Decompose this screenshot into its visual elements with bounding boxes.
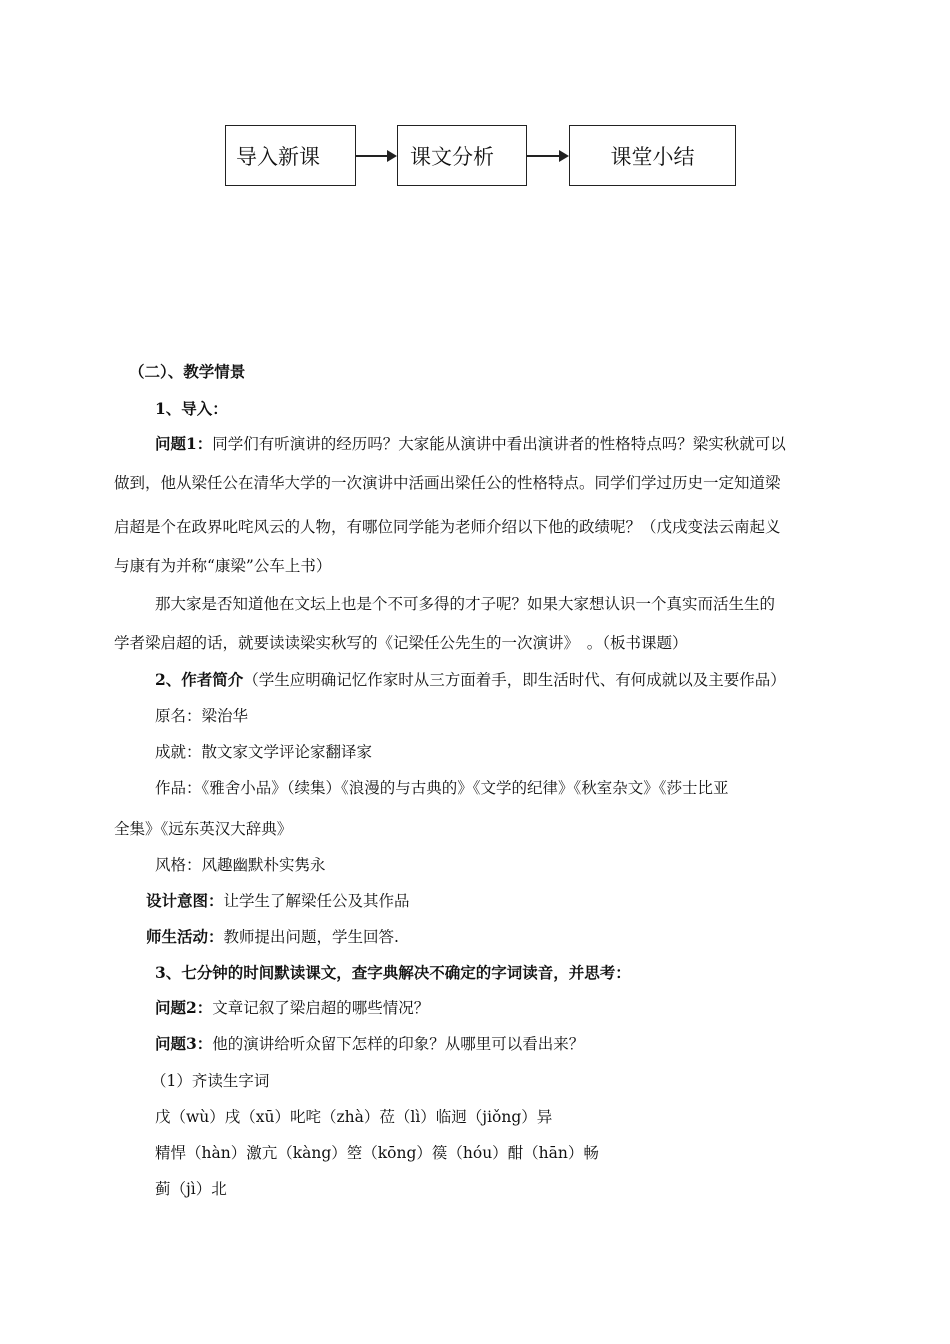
- achievement: 成就：散文家文学评论家翻译家: [155, 743, 373, 761]
- q1-line3: 启超是个在政界叱咤风云的人物，有哪位同学能为老师介绍以下他的政绩呢？（戊戌变法云南起义: [114, 518, 781, 536]
- flow-arrow-1: [356, 155, 395, 157]
- sub1: （1）齐读生字词: [151, 1072, 270, 1090]
- item3-heading: 3、七分钟的时间默读课文，查字典解决不确定的字词读音，并思考：: [155, 963, 631, 982]
- q1-line4: 与康有为并称“康梁”公车上书）: [114, 557, 332, 575]
- q2: [155, 998, 429, 1018]
- original-name: 原名：梁治华: [155, 707, 249, 725]
- q3-text: 他的演讲给听众留下怎样的印象？从哪里可以看出来？: [212, 1035, 585, 1053]
- q1-line1-text: 同学们有听演讲的经历吗？大家能从演讲中看出演讲者的性格特点吗？梁实秋就可以: [212, 435, 786, 453]
- q1-line2: 做到，他从梁任公在清华大学的一次演讲中活画出梁任公的性格特点。同学们学过历史一定知道梁: [114, 474, 781, 492]
- flow-box-intro: [225, 125, 356, 186]
- q2-text: 文章记叙了梁启超的哪些情况？: [212, 999, 430, 1017]
- works-line1: 作品：《雅舍小品》（续集）《浪漫的与古典的》《文学的纪律》《秋室杂文》《莎士比亚: [155, 779, 729, 797]
- design-label: 设计意图：: [146, 891, 224, 910]
- flow-box-summary-label: 课堂小结: [610, 144, 695, 169]
- words-line1: 戊（wù）戌（xū）叱咤（zhà）莅（lì）临迥（jiǒng）异: [155, 1108, 553, 1126]
- activity-label: 师生活动：: [146, 927, 224, 946]
- flow-box-analysis-label: 课文分析: [410, 144, 494, 169]
- activity-text: 教师提出问题，学生回答.: [223, 928, 399, 946]
- words-line2: 精悍（hàn）激亢（kàng）箜（kōng）篌（hóu）酣（hān）畅: [155, 1144, 599, 1162]
- p2-line1: 那大家是否知道他在文坛上也是个不可多得的才子呢？如果大家想认识一个真实而活生生的: [155, 595, 776, 613]
- works-line2: 全集》《远东英汉大辞典》: [114, 820, 293, 838]
- section-title: （二）、教学情景: [129, 362, 246, 381]
- style: 风格：风趣幽默朴实隽永: [155, 856, 326, 874]
- item2-note: （学生应明确记忆作家时从三方面着手，即生活时代、有何成就以及主要作品）: [243, 671, 786, 689]
- design-text: 让学生了解梁任公及其作品: [223, 892, 410, 910]
- flow-box-intro-label: 导入新课: [236, 144, 320, 169]
- flow-box-analysis: [397, 125, 527, 186]
- q3-label: 问题3：: [155, 1034, 213, 1053]
- design-intent: [146, 891, 410, 911]
- item1-heading: 1、导入：: [155, 399, 228, 418]
- activity: [146, 927, 399, 947]
- item2-heading-line: [155, 670, 786, 690]
- q1-line1: [155, 434, 786, 454]
- flow-box-summary: [569, 125, 736, 186]
- words-line3: 蓟（jì）北: [155, 1180, 227, 1198]
- q1-label: 问题1：: [155, 434, 213, 453]
- q3: [155, 1034, 584, 1054]
- p2-line2: 学者梁启超的话，就要读读梁实秋写的《记梁任公先生的一次演讲》 。（板书课题）: [114, 634, 688, 652]
- q2-label: 问题2：: [155, 998, 213, 1017]
- item2-heading: 2、作者简介: [155, 670, 244, 689]
- flow-arrow-2: [527, 155, 567, 157]
